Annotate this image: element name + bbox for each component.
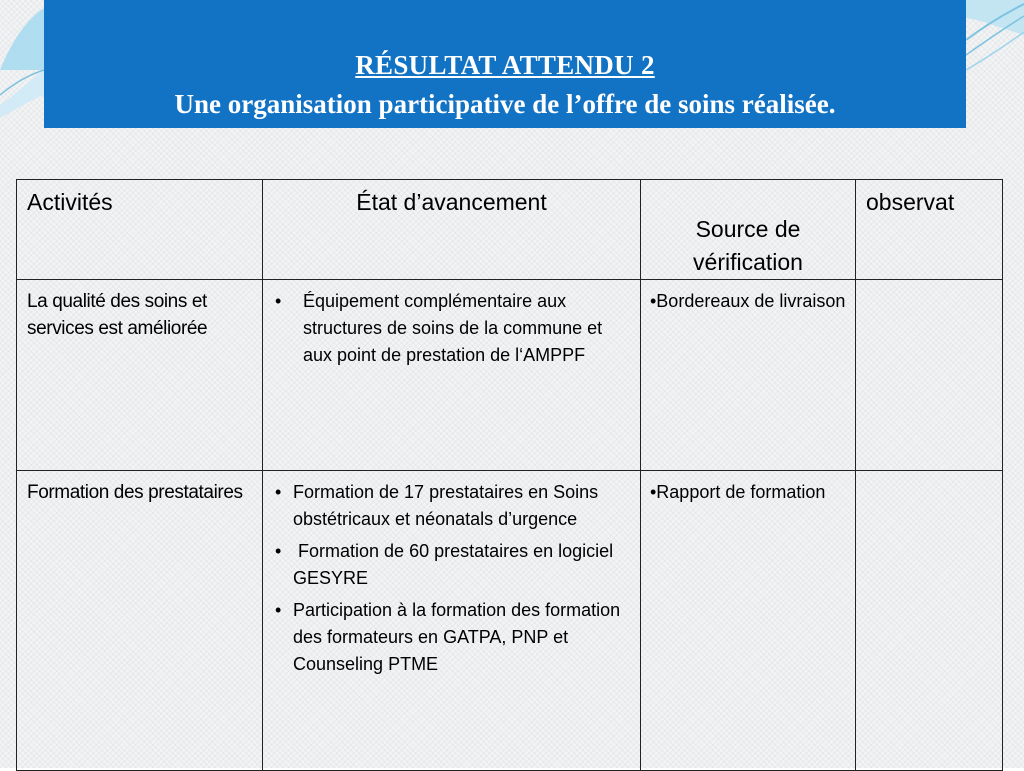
etat-cell — [263, 471, 641, 771]
source-cell: •Bordereaux de livraison — [641, 280, 856, 471]
table-row — [17, 280, 1003, 471]
slide-title: RÉSULTAT ATTENDU 2 — [355, 50, 655, 80]
list-item: • Participation à la formation des formation des formateurs en GATPA, PNP et Counseling PTME — [263, 597, 640, 678]
etat-cell — [263, 280, 641, 471]
activite-cell: La qualité des soins et services est améliorée — [17, 280, 263, 471]
header-observations: observat — [856, 180, 1003, 280]
bullet-icon: • — [275, 291, 282, 311]
table-row — [17, 471, 1003, 771]
header-etat-avancement: État d’avancement — [263, 180, 641, 280]
source-cell: •Rapport de formation — [641, 471, 856, 771]
header-source-verification: Source de vérification — [641, 180, 856, 280]
bullet-icon: • — [275, 541, 282, 561]
list-item: • Équipement complémentaire aux structures de soins de la commune et aux point de prestation de l‘AMPPF — [263, 288, 640, 369]
etat-list — [263, 288, 640, 369]
activite-cell: Formation des prestataires — [17, 471, 263, 771]
results-table — [16, 179, 1003, 771]
bullet-icon: • — [275, 600, 282, 620]
header-activites: Activités — [17, 180, 263, 280]
list-item: • Formation de 17 prestataires en Soins obstétricaux et néonatals d’urgence — [263, 479, 640, 533]
list-item: • Formation de 60 prestataires en logiciel GESYRE — [263, 538, 640, 592]
observation-cell — [856, 471, 1003, 771]
title-banner — [44, 0, 966, 128]
table-header-row — [17, 180, 1003, 280]
slide-subtitle: Une organisation participative de l’offre de soins réalisée. — [174, 89, 836, 119]
etat-list — [263, 479, 640, 678]
bullet-icon: • — [275, 482, 282, 502]
observation-cell — [856, 280, 1003, 471]
